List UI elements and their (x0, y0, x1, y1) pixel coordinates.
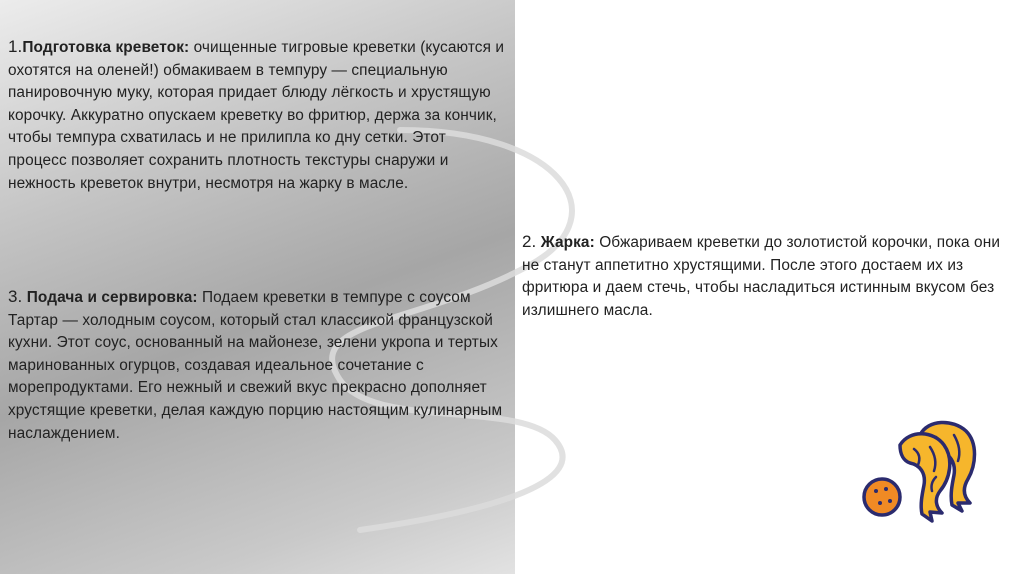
section-number: 3. (8, 287, 23, 306)
section-serving (8, 286, 508, 445)
section-heading: Жарка: (536, 234, 595, 251)
section-heading: Подготовка креветок: (22, 39, 190, 56)
section-preparation (8, 36, 508, 195)
section-text: Подаем креветки в темпуре с соусом Тартар — холодным соусом, который стал классикой французской кухни. Этот соус, основанный на майонезе, зелени укропа и тертых маринованных огурцов, создавая идеальное сочетание с морепродуктами. Его нежный и свежий вкус прекрасно дополняет хрустящие креветки, делая каждую порцию настоящим кулинарным наслаждением. (8, 289, 503, 442)
section-number: 2. (522, 232, 537, 251)
section-frying (522, 231, 1012, 322)
fried-shrimp-icon (858, 415, 988, 525)
section-number: 1. (8, 37, 23, 56)
section-heading: Подача и сервировка: (22, 289, 198, 306)
section-text: Обжариваем креветки до золотистой корочки, пока они не станут аппетитно хрустящими. После этого достаем их из фритюра и даем стечь, чтобы насладиться истинным вкусом без излишнего масла. (522, 234, 1001, 319)
section-text: очищенные тигровые креветки (кусаются и охотятся на оленей!) обмакиваем в темпуру — специальную панировочную муку, которая придает блюду лёгкость и хрустящую корочку. Аккуратно опускаем креветку во фритюр, держа за кончик, чтобы темпура схватилась и не прилипла ко дну сетки. Этот процесс позволяет сохранить плотность текстуры снаружи и нежность креветок внутри, несмотря на жарку в масле. (8, 39, 505, 192)
